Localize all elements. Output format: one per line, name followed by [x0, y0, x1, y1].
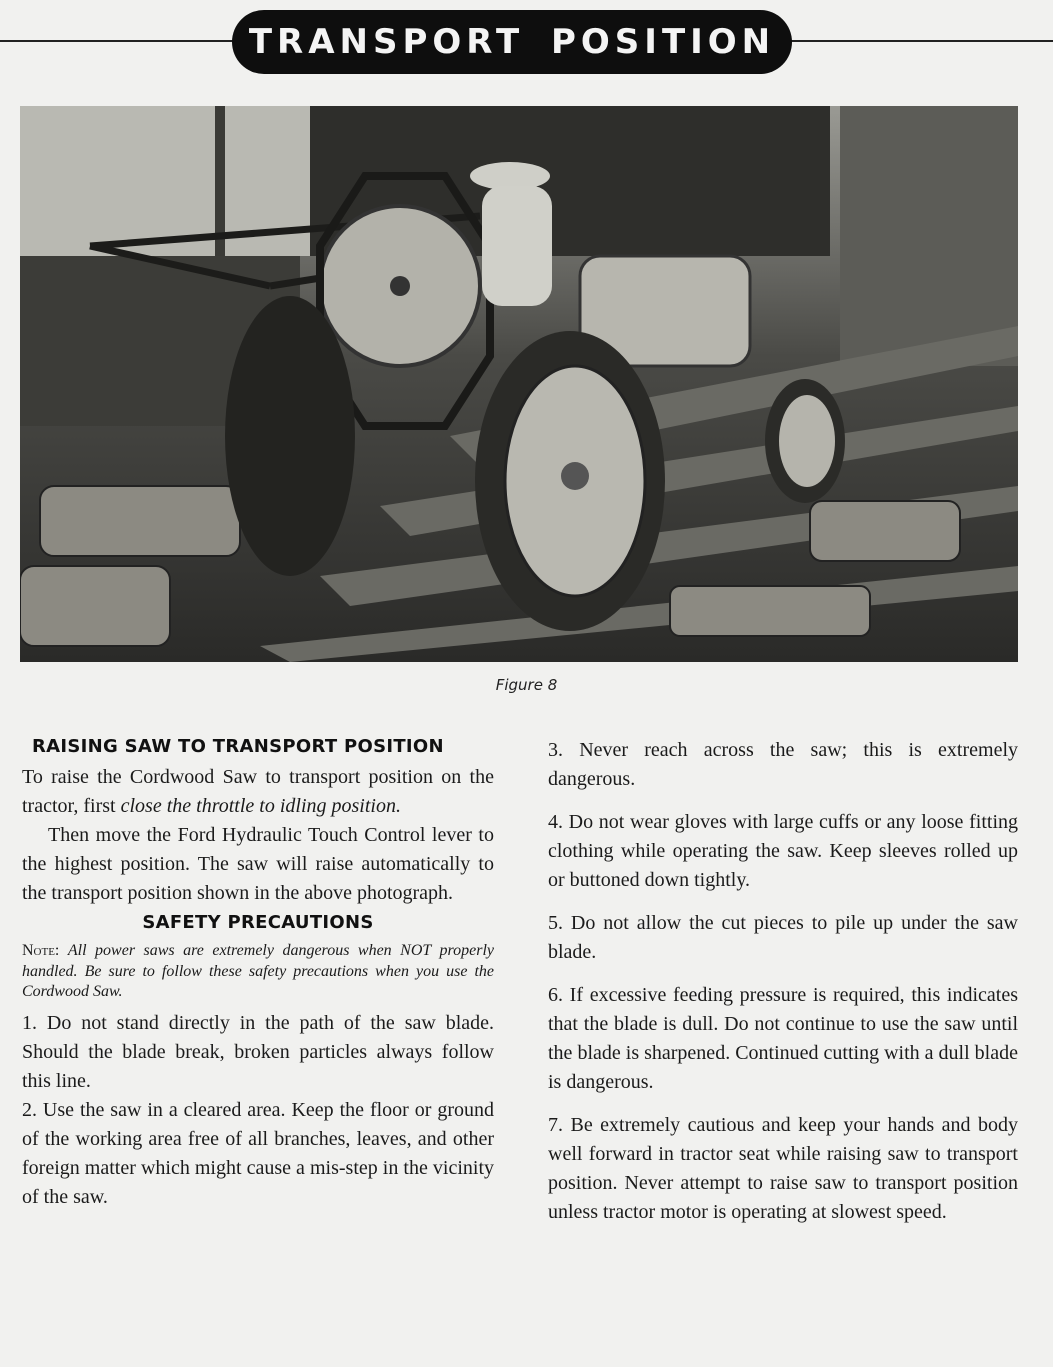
precaution-item-3: 3. Never reach across the saw; this is extremely dangerous.: [548, 739, 1018, 790]
raising-paragraph-1-emphasis: close the throttle to idling position.: [120, 795, 401, 817]
tractor-saw-photo: [20, 106, 1018, 662]
precaution-item-2: 2. Use the saw in a cleared area. Keep the floor or ground of the working area free of all branches, leaves, and other foreign matter which might cause a mis-step in the vicinity of the saw.: [22, 1098, 494, 1208]
figure-caption: Figure 8: [495, 676, 558, 694]
photo-illustration: [20, 106, 1018, 662]
section-heading-safety: SAFETY PRECAUTIONS: [142, 912, 374, 933]
raising-paragraph-2: Then move the Ford Hydraulic Touch Control lever to the highest position. The saw will raise automatically to the transport position shown in the above photograph.: [22, 824, 494, 904]
title-banner: [232, 10, 792, 74]
safety-note: [22, 941, 494, 1003]
precaution-item-1: 1. Do not stand directly in the path of the saw blade. Should the blade break, broken particles always follow this line.: [22, 1011, 494, 1092]
raising-paragraph-1: [22, 763, 494, 821]
page-title: TRANSPORT POSITION: [248, 22, 776, 62]
precaution-item-6: 6. If excessive feeding pressure is required, this indicates that the blade is dull. Do not continue to use the saw until the blade is sharpened. Continued cutting with a dull blade is dangerous.: [548, 984, 1018, 1093]
raising-paragraph-1-text: To raise the Cordwood Saw to transport position on the tractor, first: [22, 766, 494, 817]
section-heading-raising: RAISING SAW TO TRANSPORT POSITION: [32, 736, 444, 757]
precaution-item-5: 5. Do not allow the cut pieces to pile up under the saw blade.: [548, 912, 1018, 963]
right-column: [548, 736, 1018, 1241]
note-label: Note:: [22, 942, 60, 959]
note-body: All power saws are extremely dangerous when NOT properly handled. Be sure to follow these safety precautions when you use the Cordwood Saw.: [22, 942, 495, 1000]
precaution-item-4: 4. Do not wear gloves with large cuffs or any loose fitting clothing while operating the saw. Keep sleeves rolled up or buttoned down tightly.: [548, 811, 1018, 891]
left-column: [22, 736, 494, 1212]
precaution-item-7: 7. Be extremely cautious and keep your hands and body well forward in tractor seat while raising saw to transport position. Never attempt to raise saw to transport position unless tractor motor is operating at slowest speed.: [548, 1114, 1018, 1223]
